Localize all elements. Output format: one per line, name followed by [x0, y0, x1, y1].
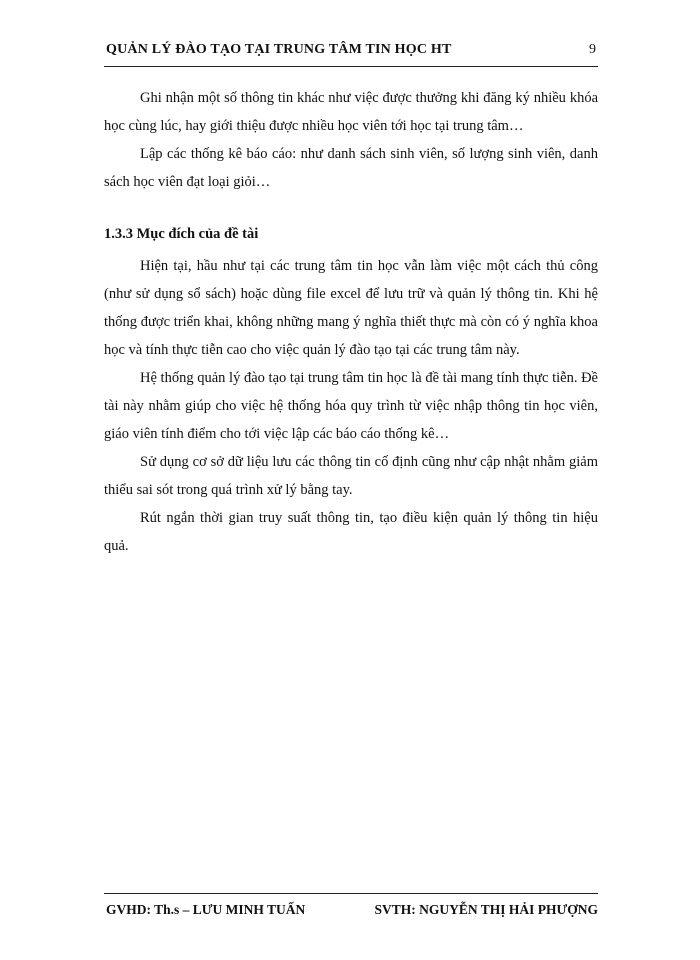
page-header [104, 36, 598, 67]
paragraph-system-purpose: Hệ thống quản lý đào tạo tại trung tâm tin học là đề tài mang tính thực tiễn. Đề tài này nhằm giúp cho việc hệ thống hóa quy trình từ việc nhập thông tin học viên, giáo viên tính điểm cho tới việc lập các báo cáo thống kê… [104, 370, 598, 442]
paragraph-current-state: Hiện tại, hầu như tại các trung tâm tin học vẫn làm việc một cách thủ công (như sử dụng sổ sách) hoặc dùng file excel để lưu trữ và quản lý thông tin. Khi hệ thống được triển khai, không những mang ý nghĩa thiết thực mà còn có ý nghĩa khoa học và tính thực tiễn cao cho việc quản lý đào tạo tại các trung tâm này. [104, 258, 598, 358]
page-number: 9 [589, 42, 596, 57]
paragraph-database-use: Sử dụng cơ sở dữ liệu lưu các thông tin cố định cũng như cập nhật nhằm giảm thiểu sai sót trong quá trình xử lý bằng tay. [104, 454, 598, 498]
footer-advisor: GVHD: Th.s – LƯU MINH TUẤN [106, 902, 306, 917]
section-heading: 1.3.3 Mục đích của đề tài [104, 226, 259, 242]
footer-student: SVTH: NGUYỄN THỊ HẢI PHƯỢNG [374, 902, 598, 917]
header-title: QUẢN LÝ ĐÀO TẠO TẠI TRUNG TÂM TIN HỌC HT [106, 42, 452, 57]
document-body [104, 84, 598, 560]
paragraph-rewards-note: Ghi nhận một số thông tin khác như việc được thưởng khi đăng ký nhiều khóa học cùng lúc, hay giới thiệu được nhiều học viên tới học tại trung tâm… [104, 90, 598, 134]
paragraph-efficiency: Rút ngắn thời gian truy suất thông tin, tạo điều kiện quản lý thông tin hiệu quả. [104, 510, 598, 554]
paragraph-reports: Lập các thống kê báo cáo: như danh sách sinh viên, số lượng sinh viên, danh sách học viên đạt loại giỏi… [104, 146, 598, 190]
page-footer [104, 893, 598, 924]
